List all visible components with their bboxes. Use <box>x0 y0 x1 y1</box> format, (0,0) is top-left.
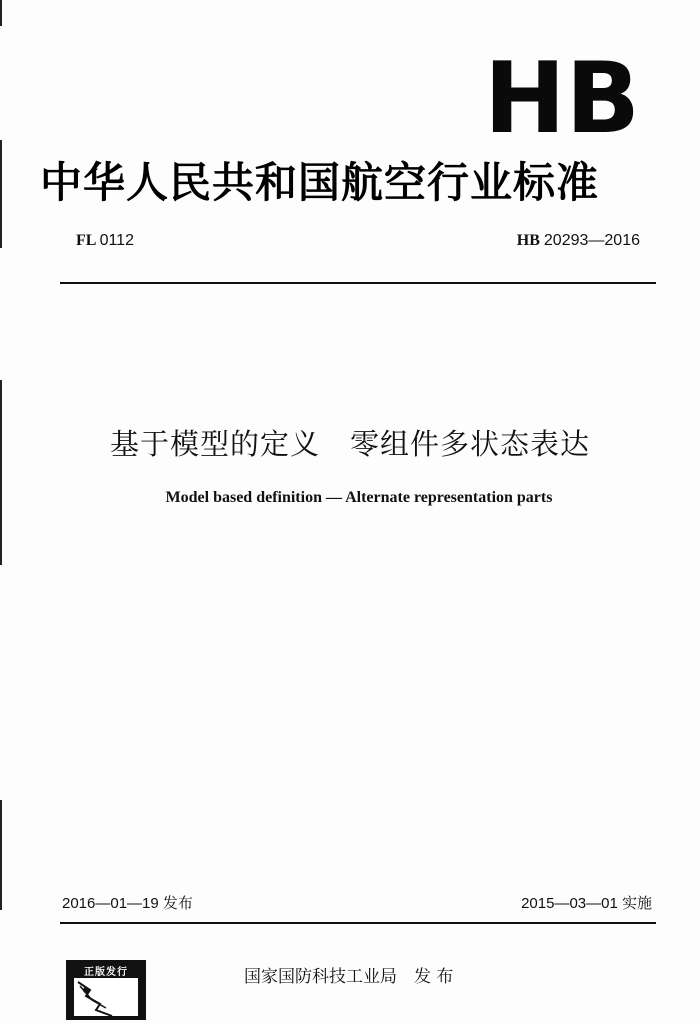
scan-edge-mark <box>0 140 2 248</box>
header-divider <box>60 282 656 284</box>
footer-divider <box>60 922 656 924</box>
scan-edge-mark <box>0 0 2 26</box>
svg-text:HB: HB <box>484 56 640 136</box>
document-title-english: Model based definition — Alternate representation parts <box>165 489 553 506</box>
issue-date: 2016—01—19 发布 <box>62 895 193 912</box>
standard-number <box>517 232 640 250</box>
scan-edge-mark <box>0 800 2 910</box>
scan-edge-mark <box>0 380 2 565</box>
issuing-authority: 国家国防科技工业局 发 布 <box>244 967 454 987</box>
classification-prefix: FL <box>76 232 96 249</box>
standard-number-value: 20293—2016 <box>543 232 640 249</box>
organization-title: 中华人民共和国航空行业标准 <box>40 158 600 207</box>
document-title-chinese: 基于模型的定义 零组件多状态表达 <box>109 427 590 461</box>
classification-number: 0112 <box>99 232 134 249</box>
classification-code <box>76 232 134 250</box>
implementation-date: 2015—03—01 实施 <box>521 895 652 912</box>
hb-logo <box>482 56 642 136</box>
standard-prefix: HB <box>516 232 540 249</box>
stamp-label: 正版发行 <box>84 967 128 978</box>
